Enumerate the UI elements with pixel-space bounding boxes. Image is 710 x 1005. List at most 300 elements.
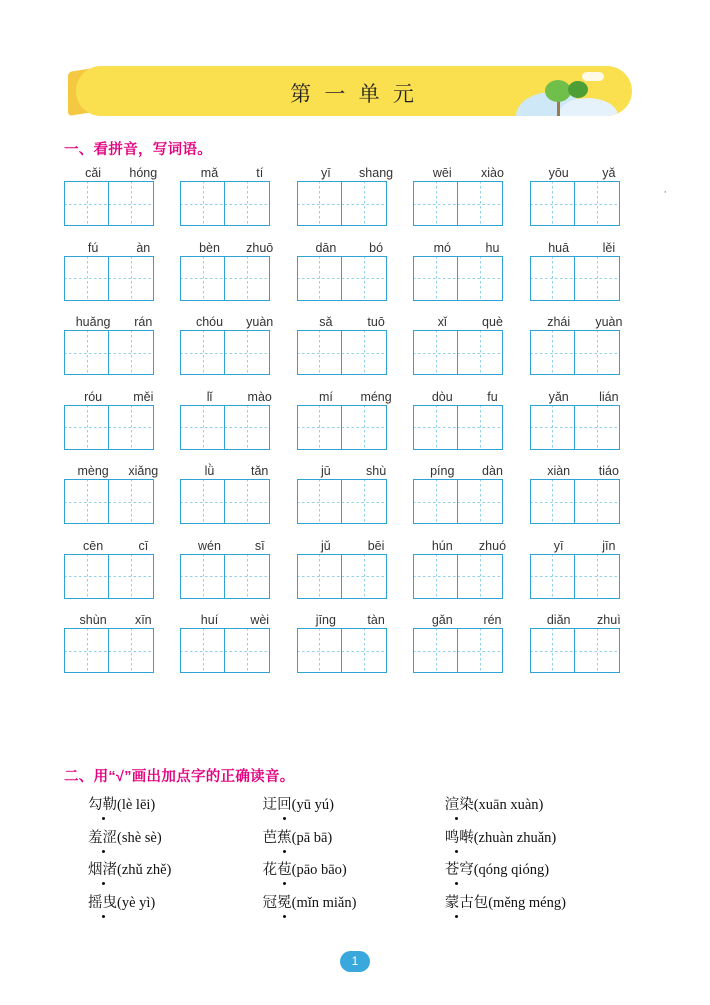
word-cell [413, 609, 529, 673]
pinyin-syllable: róu [84, 389, 103, 404]
tianzige-pair[interactable] [180, 628, 288, 673]
pinyin-syllable: xiǎng [128, 464, 159, 478]
grid-row [64, 535, 646, 599]
grid-row [64, 162, 646, 226]
pinyin-syllable: lǜ [204, 464, 215, 478]
tianzige-box[interactable] [413, 554, 458, 599]
tianzige-box[interactable] [458, 554, 503, 599]
tianzige-pair[interactable] [530, 256, 638, 301]
tianzige-box[interactable] [225, 256, 270, 301]
word-cell [530, 535, 646, 599]
pinyin-syllable: bó [369, 240, 384, 255]
pinyin-syllable: xǐ [437, 315, 447, 329]
tianzige-pair[interactable] [64, 405, 172, 450]
tianzige-pair[interactable] [64, 181, 172, 226]
word-cell [180, 311, 296, 375]
emphasis-dot [455, 915, 458, 918]
tianzige-pair[interactable] [180, 330, 288, 375]
pinyin-syllable: huā [548, 240, 570, 255]
tianzige-box[interactable] [180, 628, 225, 673]
word-cell [180, 237, 296, 301]
word-cell [64, 237, 180, 301]
pinyin-label [413, 237, 521, 256]
pinyin-syllable: dàn [482, 464, 503, 478]
tianzige-box[interactable] [225, 628, 270, 673]
tianzige-pair[interactable] [530, 628, 638, 673]
pinyin-label [64, 311, 172, 330]
pinyin-syllable: jīn [602, 538, 616, 553]
tianzige-pair[interactable] [413, 330, 521, 375]
pinyin-syllable: tí [256, 166, 264, 180]
pinyin-syllable: àn [136, 240, 151, 255]
choice-text: 摇曳(yè yì) [88, 894, 156, 911]
tianzige-box[interactable] [413, 479, 458, 524]
pinyin-syllable: wèi [250, 613, 270, 627]
tianzige-pair[interactable] [64, 554, 172, 599]
pinyin-syllable: tuō [367, 315, 385, 329]
choice-item[interactable] [64, 793, 259, 814]
tianzige-box[interactable] [575, 256, 620, 301]
tianzige-box[interactable] [458, 479, 503, 524]
pinyin-syllable: shang [359, 166, 394, 180]
tianzige-box[interactable] [109, 181, 154, 226]
word-cell [530, 311, 646, 375]
choice-row [64, 858, 646, 891]
tianzige-box[interactable] [342, 479, 387, 524]
pinyin-label [64, 609, 172, 628]
tianzige-pair[interactable] [180, 479, 288, 524]
tianzige-pair[interactable] [64, 479, 172, 524]
margin-mark: · [663, 186, 667, 198]
tianzige-box[interactable] [413, 330, 458, 375]
tianzige-pair[interactable] [297, 405, 405, 450]
emphasis-dot [283, 915, 286, 918]
section-1-heading: 一、看拼音，写词语。 [64, 142, 212, 158]
tianzige-box[interactable] [530, 628, 575, 673]
tianzige-box[interactable] [342, 405, 387, 450]
pinyin-syllable: hún [431, 538, 453, 553]
grid-row [64, 460, 646, 524]
word-cell [530, 237, 646, 301]
pinyin-syllable: mào [247, 389, 272, 404]
emphasis-dot [102, 915, 105, 918]
tianzige-box[interactable] [109, 405, 154, 450]
pinyin-syllable: bēi [367, 538, 385, 553]
tianzige-pair[interactable] [530, 554, 638, 599]
tianzige-pair[interactable] [64, 628, 172, 673]
tianzige-pair[interactable] [180, 256, 288, 301]
word-cell [413, 311, 529, 375]
pinyin-syllable: cēn [83, 538, 104, 553]
tianzige-box[interactable] [530, 405, 575, 450]
pinyin-syllable: mí [318, 389, 333, 404]
tianzige-pair[interactable] [297, 330, 405, 375]
pinyin-label [530, 311, 638, 330]
tianzige-pair[interactable] [530, 479, 638, 524]
tianzige-box[interactable] [458, 405, 503, 450]
pinyin-label [297, 237, 405, 256]
pinyin-syllable: cǎi [85, 166, 102, 180]
tianzige-pair[interactable] [413, 405, 521, 450]
choice-text: 烟渚(zhǔ zhě) [88, 862, 172, 878]
tianzige-box[interactable] [413, 405, 458, 450]
pinyin-syllable: què [482, 315, 503, 329]
tianzige-box[interactable] [342, 628, 387, 673]
word-cell [180, 162, 296, 226]
choice-row [64, 891, 646, 924]
pinyin-syllable: píng [430, 464, 455, 478]
pinyin-syllable: chóu [195, 315, 224, 329]
tianzige-pair[interactable] [413, 181, 521, 226]
pinyin-label [530, 386, 638, 405]
pinyin-label [297, 162, 405, 181]
tianzige-box[interactable] [64, 405, 109, 450]
tianzige-box[interactable] [109, 479, 154, 524]
word-cell [64, 162, 180, 226]
tianzige-pair[interactable] [180, 554, 288, 599]
choice-text: 苍穹(qóng qióng) [444, 862, 550, 878]
pinyin-syllable: gǎn [431, 613, 453, 627]
pinyin-syllable: yuàn [246, 315, 274, 329]
tianzige-pair[interactable] [413, 256, 521, 301]
pinyin-label [180, 609, 288, 628]
pinyin-syllable: yōu [548, 166, 569, 180]
tianzige-pair[interactable] [64, 256, 172, 301]
pinyin-syllable: mó [433, 240, 451, 255]
pronunciation-choice-list [64, 793, 646, 923]
tianzige-box[interactable] [575, 181, 620, 226]
pinyin-syllable: tǎn [251, 464, 269, 478]
tianzige-pair[interactable] [64, 330, 172, 375]
pinyin-syllable: yǎ [602, 166, 616, 180]
choice-item[interactable] [259, 858, 445, 879]
tianzige-pair[interactable] [413, 479, 521, 524]
tianzige-box[interactable] [458, 628, 503, 673]
pinyin-label [413, 609, 521, 628]
word-cell [180, 460, 296, 524]
pinyin-syllable: sī [254, 538, 265, 553]
word-cell [180, 535, 296, 599]
pinyin-label [413, 386, 521, 405]
tianzige-box[interactable] [109, 628, 154, 673]
pinyin-syllable: měi [133, 389, 154, 404]
emphasis-dot [455, 817, 458, 820]
choice-text: 勾勒(lè lēi) [88, 797, 156, 813]
tianzige-box[interactable] [180, 554, 225, 599]
tianzige-box[interactable] [180, 181, 225, 226]
tianzige-box[interactable] [413, 181, 458, 226]
pinyin-syllable: shùn [79, 613, 107, 627]
choice-text: 渲染(xuān xuàn) [444, 797, 544, 813]
pinyin-label [413, 460, 521, 479]
tianzige-box[interactable] [180, 405, 225, 450]
pinyin-syllable: mǎ [200, 166, 219, 180]
tianzige-box[interactable] [297, 479, 342, 524]
word-cell [413, 386, 529, 450]
page-title: 第 一 单 元 [290, 82, 418, 106]
tianzige-box[interactable] [575, 628, 620, 673]
tianzige-pair[interactable] [297, 181, 405, 226]
pinyin-syllable: huí [200, 613, 219, 627]
pinyin-syllable: mèng [77, 464, 109, 478]
grid-row [64, 311, 646, 375]
tianzige-box[interactable] [225, 405, 270, 450]
emphasis-dot [102, 817, 105, 820]
pinyin-syllable: tàn [367, 613, 385, 627]
tianzige-box[interactable] [64, 628, 109, 673]
pinyin-label [297, 609, 405, 628]
pinyin-writing-grid [64, 162, 646, 684]
tianzige-box[interactable] [458, 256, 503, 301]
pinyin-syllable: diǎn [546, 613, 571, 627]
banner-body [76, 66, 632, 116]
pinyin-syllable: lěi [602, 240, 616, 255]
tianzige-box[interactable] [64, 256, 109, 301]
pinyin-label [64, 460, 172, 479]
tianzige-box[interactable] [64, 181, 109, 226]
word-cell [180, 386, 296, 450]
pinyin-syllable: hóng [129, 166, 158, 180]
tianzige-box[interactable] [180, 479, 225, 524]
pinyin-label [530, 162, 638, 181]
tianzige-pair[interactable] [297, 628, 405, 673]
pinyin-syllable: yǎn [548, 389, 569, 404]
tianzige-pair[interactable] [180, 181, 288, 226]
choice-text: 花苞(pāo bāo) [262, 862, 347, 878]
choice-text: 羞涩(shè sè) [88, 829, 162, 846]
grid-row [64, 386, 646, 450]
tianzige-box[interactable] [225, 330, 270, 375]
tianzige-box[interactable] [297, 330, 342, 375]
pinyin-syllable: zhái [547, 315, 571, 329]
pinyin-syllable: lǐ [206, 389, 213, 404]
word-cell [297, 460, 413, 524]
choice-item[interactable] [64, 858, 259, 879]
choice-text: 鸣啭(zhuàn zhuǎn) [444, 829, 557, 846]
word-cell [413, 460, 529, 524]
tianzige-pair[interactable] [297, 256, 405, 301]
pinyin-syllable: fu [487, 389, 498, 404]
tianzige-box[interactable] [180, 330, 225, 375]
pinyin-syllable: rán [134, 315, 153, 329]
word-cell [530, 609, 646, 673]
pinyin-label [297, 311, 405, 330]
pinyin-syllable: yuàn [595, 315, 623, 329]
page-number-badge: 1 [340, 951, 370, 972]
emphasis-dot [455, 850, 458, 853]
tianzige-box[interactable] [575, 479, 620, 524]
word-cell [64, 535, 180, 599]
tianzige-box[interactable] [530, 330, 575, 375]
tianzige-pair[interactable] [530, 330, 638, 375]
choice-text: 迂回(yū yú) [262, 797, 334, 813]
tianzige-box[interactable] [297, 256, 342, 301]
tianzige-box[interactable] [342, 554, 387, 599]
pinyin-label [64, 237, 172, 256]
pinyin-label [297, 535, 405, 554]
pinyin-syllable: zhuó [478, 538, 507, 553]
word-cell [297, 386, 413, 450]
tianzige-pair[interactable] [180, 405, 288, 450]
word-cell [64, 311, 180, 375]
word-cell [413, 162, 529, 226]
tianzige-box[interactable] [530, 256, 575, 301]
pinyin-syllable: huǎng [75, 315, 111, 329]
tianzige-box[interactable] [575, 405, 620, 450]
tianzige-box[interactable] [458, 330, 503, 375]
pinyin-label [64, 386, 172, 405]
pinyin-syllable: jǔ [321, 538, 331, 553]
tianzige-box[interactable] [458, 181, 503, 226]
tianzige-pair[interactable] [413, 628, 521, 673]
tianzige-box[interactable] [575, 554, 620, 599]
pinyin-syllable: wēi [432, 166, 452, 180]
word-cell [297, 535, 413, 599]
emphasis-dot [455, 882, 458, 885]
word-cell [297, 237, 413, 301]
unit-banner [68, 66, 632, 118]
pinyin-label [64, 535, 172, 554]
pinyin-label [180, 311, 288, 330]
pinyin-syllable: xiào [481, 166, 504, 180]
tianzige-box[interactable] [64, 330, 109, 375]
tianzige-pair[interactable] [297, 554, 405, 599]
tianzige-box[interactable] [575, 330, 620, 375]
pinyin-syllable: zhuì [597, 613, 621, 627]
choice-item[interactable] [445, 891, 646, 912]
tianzige-box[interactable] [297, 181, 342, 226]
word-cell [297, 311, 413, 375]
pinyin-label [180, 460, 288, 479]
emphasis-dot [283, 882, 286, 885]
pinyin-syllable: sǎ [319, 315, 333, 329]
choice-item[interactable] [259, 826, 445, 847]
tianzige-box[interactable] [64, 554, 109, 599]
pinyin-syllable: méng [360, 389, 392, 404]
choice-item[interactable] [259, 891, 445, 912]
pinyin-syllable: cī [138, 538, 149, 553]
pinyin-syllable: hu [485, 240, 500, 255]
pinyin-label [180, 535, 288, 554]
word-cell [297, 609, 413, 673]
emphasis-dot [283, 817, 286, 820]
pinyin-label [64, 162, 172, 181]
emphasis-dot [102, 850, 105, 853]
tianzige-box[interactable] [297, 405, 342, 450]
pinyin-label [297, 386, 405, 405]
choice-text: 冠冕(mǐn miǎn) [262, 894, 357, 911]
pinyin-syllable: tiáo [598, 464, 619, 478]
tianzige-box[interactable] [530, 181, 575, 226]
choice-item[interactable] [445, 858, 646, 879]
tianzige-box[interactable] [530, 479, 575, 524]
pinyin-syllable: fú [87, 240, 99, 255]
emphasis-dot [102, 882, 105, 885]
tianzige-box[interactable] [225, 479, 270, 524]
grid-row [64, 609, 646, 673]
word-cell [64, 460, 180, 524]
choice-item[interactable] [64, 891, 259, 912]
tianzige-box[interactable] [225, 554, 270, 599]
word-cell [64, 609, 180, 673]
tianzige-box[interactable] [297, 628, 342, 673]
word-cell [297, 162, 413, 226]
tianzige-box[interactable] [342, 330, 387, 375]
tianzige-box[interactable] [413, 628, 458, 673]
choice-item[interactable] [445, 826, 646, 847]
tianzige-pair[interactable] [530, 181, 638, 226]
pinyin-label [297, 460, 405, 479]
word-cell [530, 386, 646, 450]
choice-item[interactable] [64, 826, 259, 847]
choice-item[interactable] [445, 793, 646, 814]
pinyin-syllable: dān [315, 240, 337, 255]
tianzige-box[interactable] [180, 256, 225, 301]
pinyin-label [180, 162, 288, 181]
pinyin-syllable: yī [321, 166, 331, 180]
tianzige-box[interactable] [413, 256, 458, 301]
word-cell [530, 460, 646, 524]
choice-text: 蒙古包(měng méng) [444, 894, 566, 911]
tianzige-pair[interactable] [297, 479, 405, 524]
choice-item[interactable] [259, 793, 445, 814]
pinyin-syllable: wén [198, 538, 221, 553]
pinyin-label [530, 609, 638, 628]
pinyin-label [413, 162, 521, 181]
word-cell [413, 535, 529, 599]
pinyin-syllable: lián [599, 389, 619, 404]
tianzige-box[interactable] [64, 479, 109, 524]
tianzige-pair[interactable] [530, 405, 638, 450]
pinyin-syllable: rén [483, 613, 502, 627]
tianzige-box[interactable] [530, 554, 575, 599]
choice-text: 芭蕉(pā bā) [262, 829, 333, 846]
pinyin-syllable: dòu [431, 389, 453, 404]
pinyin-label [413, 311, 521, 330]
pinyin-syllable: xīn [134, 613, 152, 627]
tianzige-box[interactable] [109, 256, 154, 301]
pinyin-syllable: zhuō [246, 240, 274, 255]
pinyin-label [413, 535, 521, 554]
pinyin-syllable: jū [321, 464, 331, 478]
pinyin-label [180, 237, 288, 256]
pinyin-syllable: shù [366, 464, 387, 478]
word-cell [530, 162, 646, 226]
tianzige-box[interactable] [225, 181, 270, 226]
pinyin-label [180, 386, 288, 405]
choice-row [64, 793, 646, 826]
tianzige-box[interactable] [342, 181, 387, 226]
word-cell [64, 386, 180, 450]
tianzige-box[interactable] [297, 554, 342, 599]
pinyin-label [530, 460, 638, 479]
pinyin-syllable: yī [553, 538, 564, 553]
pinyin-label [530, 535, 638, 554]
emphasis-dot [283, 850, 286, 853]
choice-row [64, 826, 646, 859]
tianzige-box[interactable] [342, 256, 387, 301]
pinyin-syllable: jīng [315, 613, 336, 627]
tianzige-box[interactable] [109, 554, 154, 599]
pinyin-label [530, 237, 638, 256]
word-cell [180, 609, 296, 673]
grid-row [64, 237, 646, 301]
tianzige-box[interactable] [109, 330, 154, 375]
section-2-heading: 二、用“√”画出加点字的正确读音。 [64, 769, 295, 785]
pinyin-syllable: bèn [199, 240, 220, 255]
word-cell [413, 237, 529, 301]
tianzige-pair[interactable] [413, 554, 521, 599]
